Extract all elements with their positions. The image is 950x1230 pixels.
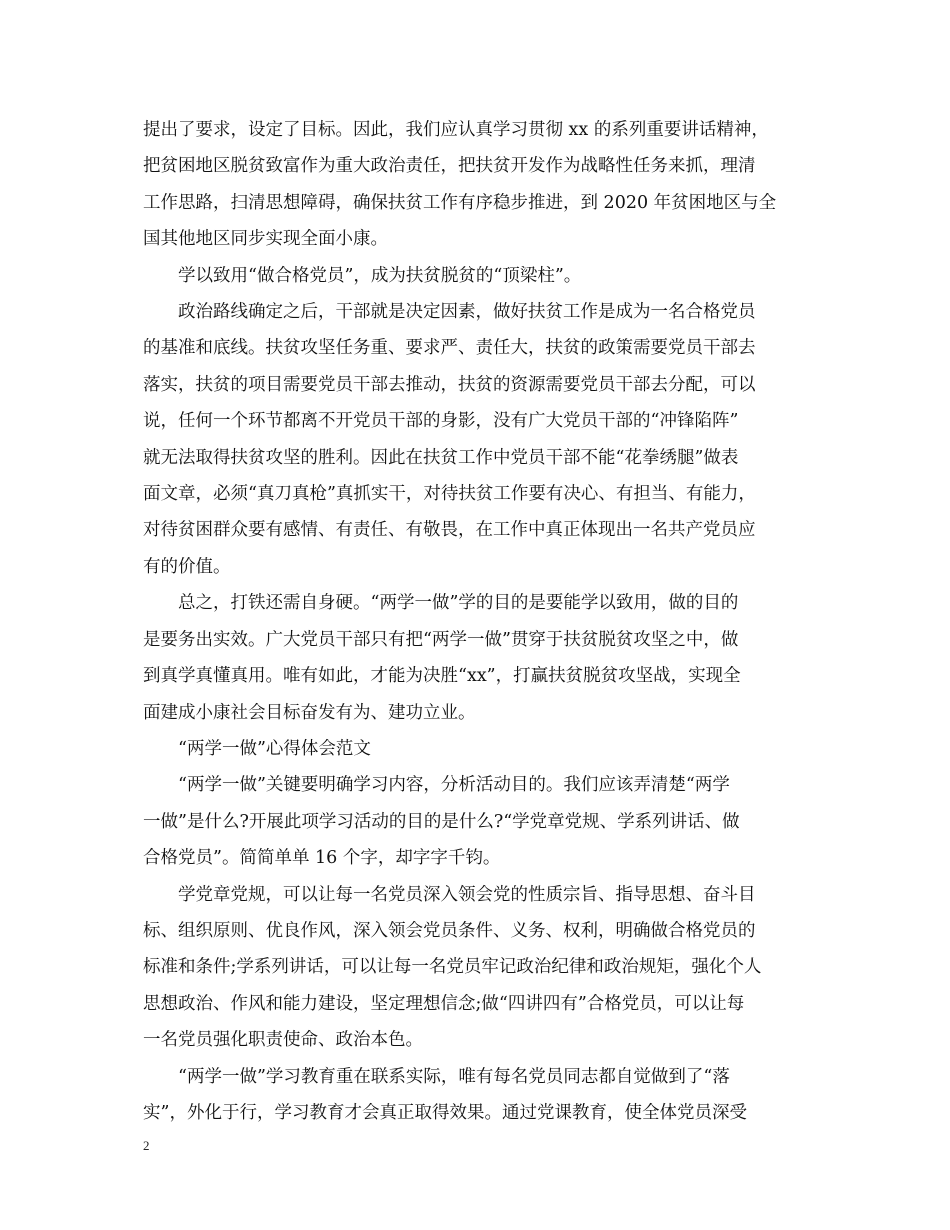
paragraph-body: 学党章党规，可以让每一名党员深入领会党的性质宗旨、指导思想、奋斗目 标、组织原则、优良作风，深入领会党员条件、义务、权利，明确做合格党员的 标准和条件;学系列讲话，可以让每一名党员牢记政治纪律和政治规矩，强化个人 思想政治、作风和能力建设，坚定理想信念;做“四讲四有”合格党员，可以让每 一名党员强化职责使命、政治本色。: [143, 884, 762, 1051]
paragraph-body: 总之，打铁还需自身硬。“两学一做”学的目的是要能学以致用，做的目的 是要务出实效。广大党员干部只有把“两学一做”贯穿于扶贫脱贫攻坚之中，做 到真学真懂真用。唯有如此，才能为决胜“xx”，打赢扶贫脱贫攻坚战，实现全 面建成小康社会目标奋发有为、建功立业。: [143, 593, 741, 723]
paragraph-continuation: 提出了要求，设定了目标。因此，我们应认真学习贯彻 xx 的系列重要讲话精神， 把贫困地区脱贫致富作为重大政治责任，把扶贫开发作为战略性任务来抓，理清 工作思路，扫清思想障碍，确保扶贫工作有序稳步推进，到 2020 年贫困地区与全 国其他地区同步实现全面小康。: [143, 120, 777, 250]
page-number: 2: [143, 1138, 150, 1153]
paragraph-body: “两学一做”学习教育重在联系实际，唯有每名党员同志都自觉做到了“落 实”，外化于行，学习教育才会真正取得效果。通过党课教育，使全体党员深受: [143, 1066, 747, 1123]
document-body: [143, 112, 833, 1131]
paragraph-body: “两学一做”关键要明确学习内容，分析活动目的。我们应该弄清楚“两学 一做”是什么?开展此项学习活动的目的是什么?“学党章党规、学系列讲话、做 合格党员”。简简单单 16 个字，却字字千钧。: [143, 775, 740, 869]
paragraph-body: 政治路线确定之后，干部就是决定因素，做好扶贫工作是成为一名合格党员 的基准和底线。扶贫攻坚任务重、要求严、责任大，扶贫的政策需要党员干部去 落实，扶贫的项目需要党员干部去推动，扶贫的资源需要党员干部去分配，可以 说，任何一个环节都离不开党员干部的身影，没有广大党员干部的“冲锋陷阵” 就无法取得扶贫攻坚的胜利。因此在扶贫工作中党员干部不能“花拳绣腿”做表 面文章，必须“真刀真枪”真抓实干，对待扶贫工作要有决心、有担当、有能力， 对待贫困群众要有感情、有责任、有敬畏，在工作中真正体现出一名共产党员应 有的价值。: [143, 302, 756, 577]
section-heading: “两学一做”心得体会范文: [178, 738, 371, 759]
paragraph-subheading: 学以致用“做合格党员”，成为扶贫脱贫的“顶梁柱”。: [178, 265, 582, 286]
